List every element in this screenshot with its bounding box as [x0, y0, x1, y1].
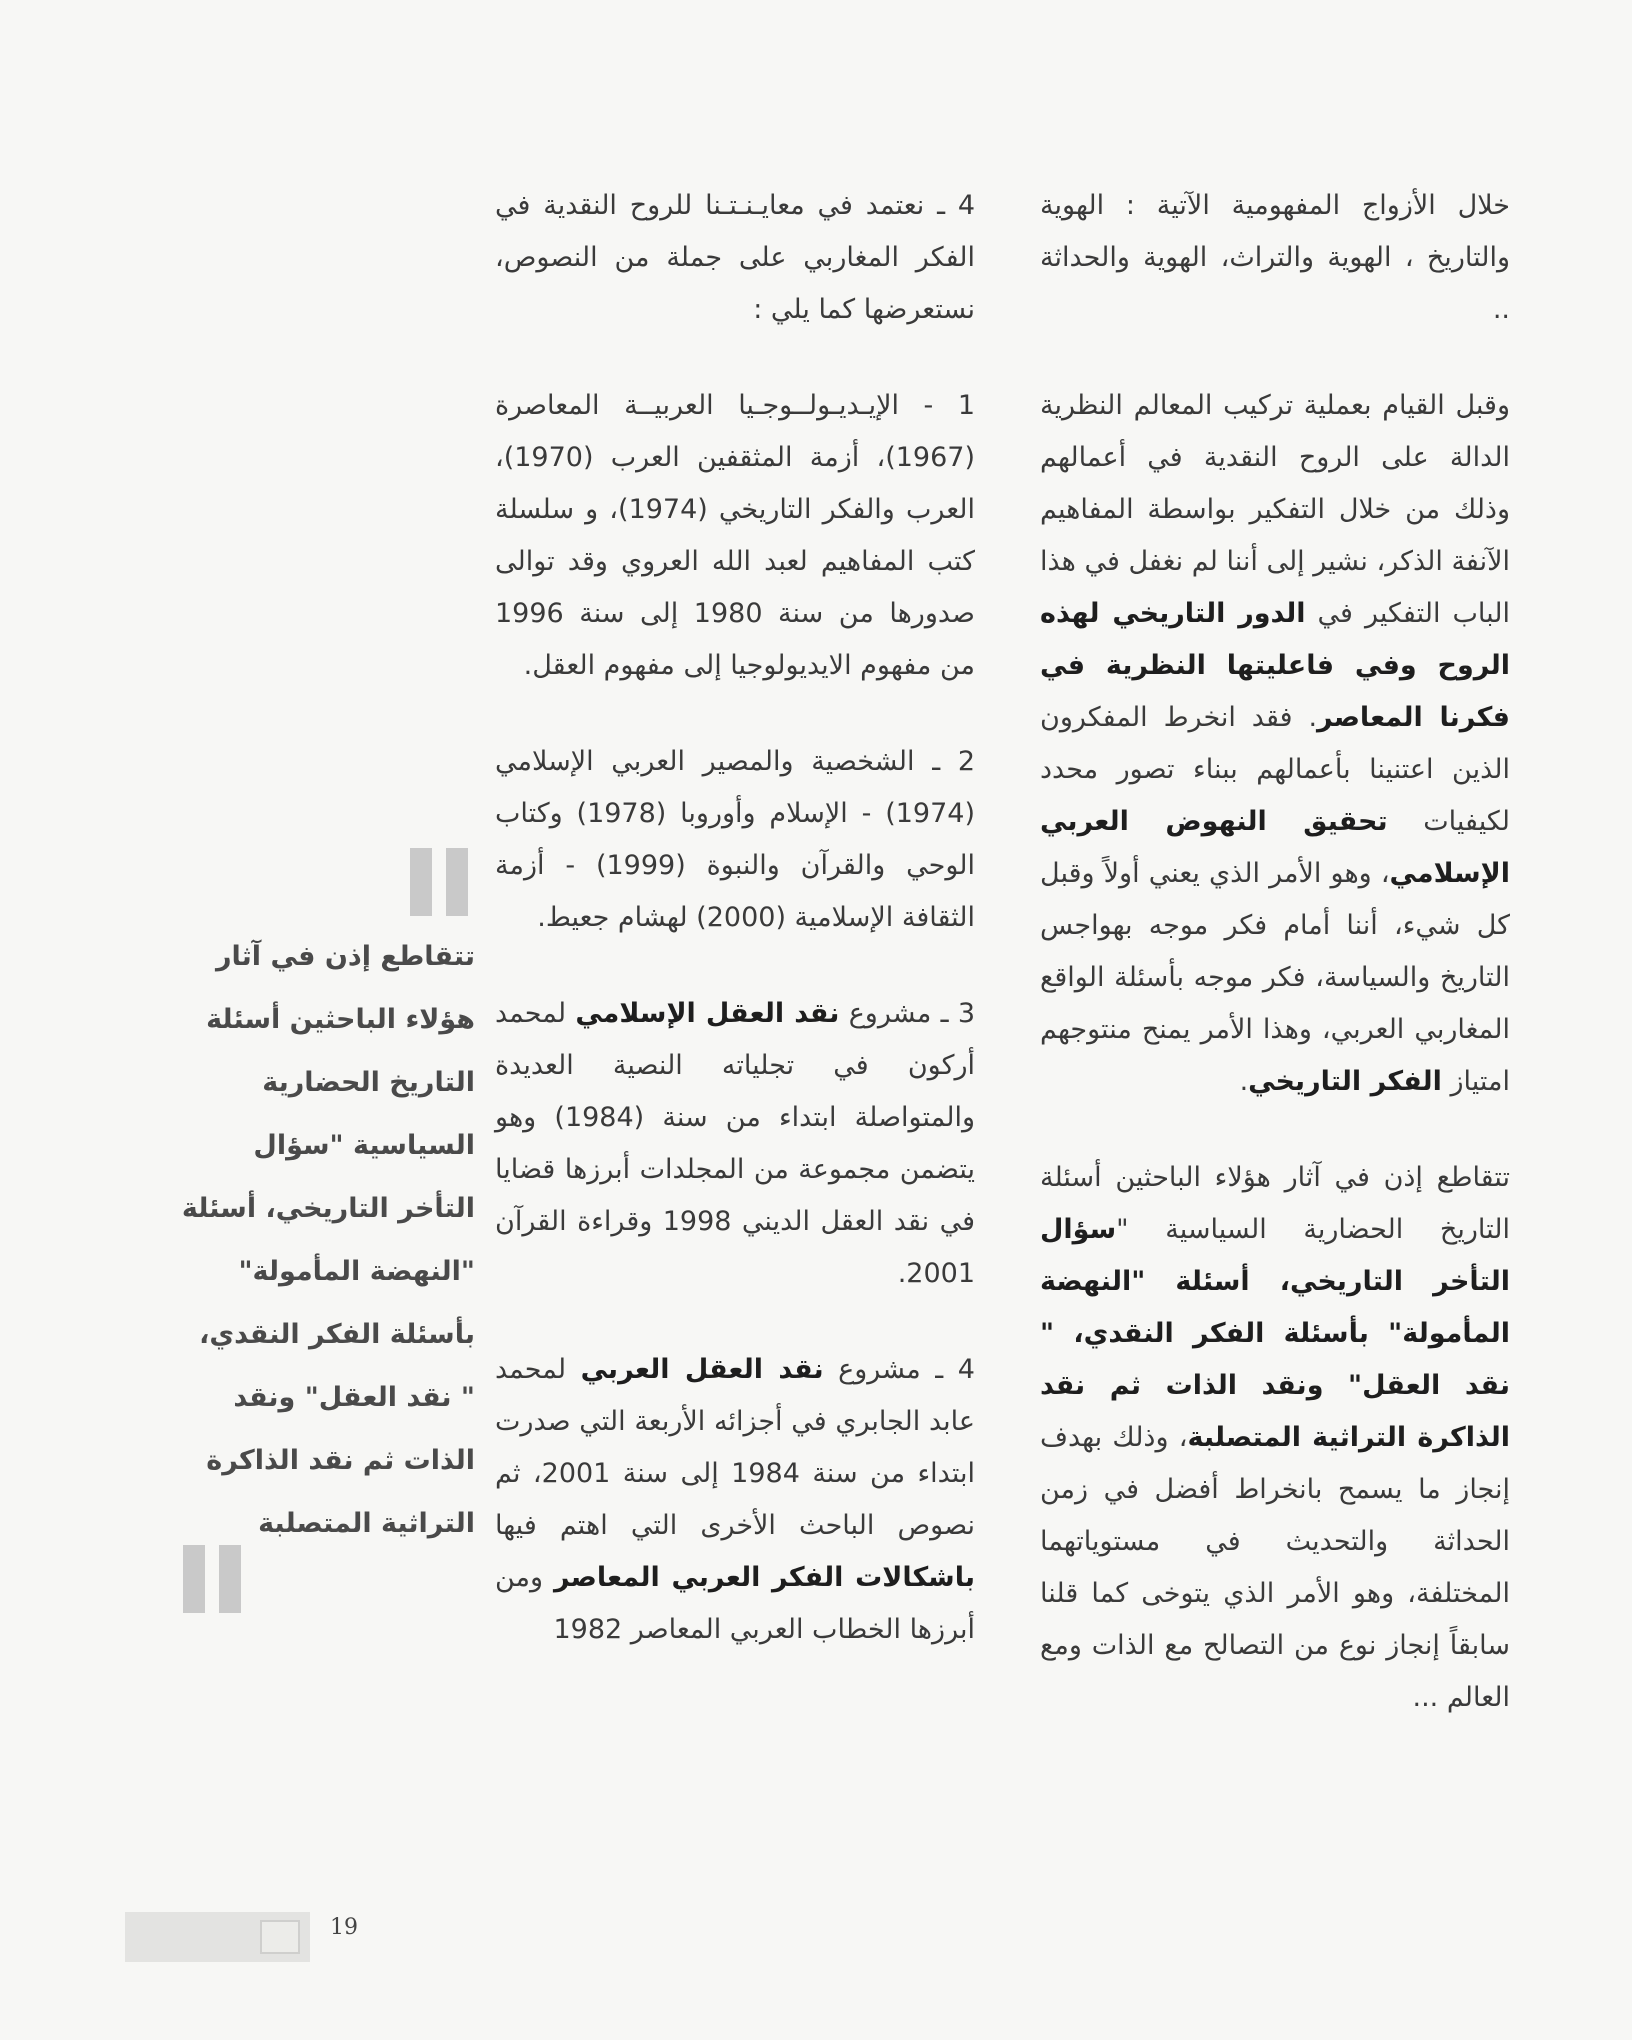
bold-phrase: الفكر التاريخي	[1248, 1066, 1442, 1097]
list-item-laroui: 1 - الإيـديـولــوجـيا العربيــة المعاصرة (1967)، أزمة المثقفين العرب (1970)، العرب والفكر التاريخي (1974)، و سلسلة كتب المفاهيم لعبد الله العروي وقد توالى صدورها من سنة 1980 إلى سنة 1996 من مفهوم الايديولوجيا إلى مفهوم العقل.	[495, 390, 976, 681]
bold-phrase: تحقيق النهوض العربي الإسلامي	[1040, 806, 1510, 889]
paragraph-sources-intro: 4 ـ نعتمد في معايـنـتـنا للروح النقدية في الفكر المغاربي على جملة من النصوص، نستعرضها كما يلي :	[495, 190, 975, 325]
logo-icon	[260, 1920, 300, 1954]
bold-phrase: نقد العقل العربي	[580, 1354, 824, 1385]
bold-phrase: نقد العقل الإسلامي	[575, 998, 840, 1029]
quote-open-icon	[410, 848, 468, 916]
magazine-logo-strip	[125, 1912, 310, 1962]
paragraph-intro-pairs: خلال الأزواج المفهومية الآتية : الهوية والتاريخ ، الهوية والتراث، الهوية والحداثة ..	[1040, 190, 1510, 325]
list-item-djait: 2 ـ الشخصية والمصير العربي الإسلامي (1974) - الإسلام وأوروبا (1978) وكتاب الوحي والقرآن والنبوة (1999) - أزمة الثقافة الإسلامية (2000) لهشام جعيط.	[495, 746, 975, 933]
right-column	[1040, 180, 1510, 1768]
quote-close-icon	[183, 1545, 241, 1613]
pull-quote: تتقاطع إذن في آثار هؤلاء الباحثين أسئلة التاريخ الحضارية السياسية "سؤال التأخر التاريخي، أسئلة "النهضة المأمولة" بأسئلة الفكر النقدي، " نقد العقل" ونقد الذات ثم نقد الذاكرة التراثية المتصلبة	[181, 941, 475, 1539]
page-number: 19	[330, 1915, 358, 1940]
middle-column	[495, 180, 975, 1700]
paragraph-questions: تتقاطع إذن في آثار هؤلاء الباحثين أسئلة التاريخ الحضارية السياسية "سؤال التأخر التاريخي، أسئلة "النهضة المأمولة" بأسئلة الفكر النقدي، " نقد العقل" ونقد الذات ثم نقد الذاكرة التراثية المتصلبة، وذلك بهدف إنجاز ما يسمح بانخراط أفضل في زمن الحداثة والتحديث في مستوياتهما المختلفة، وهو الأمر الذي يتوخى كما قلنا سابقاً إنجاز نوع من التصالح مع الذات ومع العالم ...	[1040, 1162, 1510, 1713]
list-item-jabri: 4 ـ مشروع نقد العقل العربي لمحمد عابد الجابري في أجزائه الأربعة التي صدرت ابتداء من سنة 1984 إلى سنة 2001، ثم نصوص الباحث الأخرى التي اهتم فيها باشكالات الفكر العربي المعاصر ومن أبرزها الخطاب العربي المعاصر 1982	[495, 1354, 976, 1645]
bold-phrase: سؤال التأخر التاريخي، أسئلة "النهضة المأمولة" بأسئلة الفكر النقدي، " نقد العقل" ونقد الذات ثم نقد الذاكرة التراثية المتصلبة	[1040, 1214, 1510, 1453]
paragraph-critical-spirit: وقبل القيام بعملية تركيب المعالم النظرية الدالة على الروح النقدية في أعمالهم وذلك من خلال التفكير بواسطة المفاهيم الآنفة الذكر، نشير إلى أننا لم نغفل في هذا الباب التفكير في الدور التاريخي لهذه الروح وفي فاعليتها النظرية في فكرنا المعاصر. فقد انخرط المفكرون الذين اعتنينا بأعمالهم ببناء تصور محدد لكيفيات تحقيق النهوض العربي الإسلامي، وهو الأمر الذي يعني أولاً وقبل كل شيء، أننا أمام فكر موجه بهواجس التاريخ والسياسة، فكر موجه بأسئلة الواقع المغاربي العربي، وهذا الأمر يمنح منتوجهم امتياز الفكر التاريخي.	[1039, 390, 1511, 1097]
bold-phrase: الدور التاريخي لهذه الروح وفي فاعليتها النظرية في فكرنا المعاصر	[1040, 598, 1510, 733]
list-item-arkoun: 3 ـ مشروع نقد العقل الإسلامي لمحمد أركون في تجلياته النصية العديدة والمتواصلة ابتداء من سنة (1984) وهو يتضمن مجموعة من المجلدات أبرزها قضايا في نقد العقل الديني 1998 وقراءة القرآن 2001.	[495, 998, 975, 1289]
bold-phrase: باشكالات الفكر العربي المعاصر	[553, 1562, 975, 1593]
